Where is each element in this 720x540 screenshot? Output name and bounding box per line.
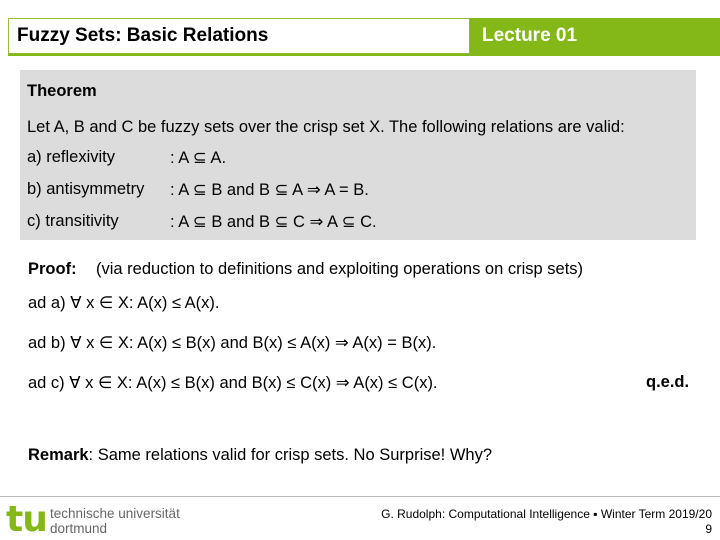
- theorem-item-c-relation: : A ⊆ B and B ⊆ C ⇒ A ⊆ C.: [170, 213, 377, 231]
- header-divider: [8, 54, 720, 56]
- theorem-item-b-relation: : A ⊆ B and B ⊆ A ⇒ A = B.: [170, 181, 369, 199]
- university-logo: [0, 500, 200, 540]
- remark-text: : Same relations valid for crisp sets. No Surprise! Why?: [88, 446, 493, 464]
- qed-mark: q.e.d.: [646, 373, 690, 391]
- footer-credit: G. Rudolph: Computational Intelligence ▪ Winter Term 2019/20: [381, 507, 712, 521]
- proof-line-c: ad c) ∀ x ∈ X: A(x) ≤ B(x) and B(x) ≤ C(x) ⇒ A(x) ≤ C(x).: [28, 374, 438, 392]
- theorem-item-a-label: a) reflexivity: [27, 148, 116, 166]
- remark-label: Remark: [28, 446, 89, 464]
- remark: [28, 446, 492, 465]
- footer-info: [381, 507, 712, 537]
- theorem-box: [20, 70, 696, 240]
- theorem-item-c-label: c) transitivity: [27, 212, 119, 230]
- proof-label: Proof:: [28, 260, 77, 278]
- proof-line-b: ad b) ∀ x ∈ X: A(x) ≤ B(x) and B(x) ≤ A(x) ⇒ A(x) = B(x).: [28, 334, 437, 352]
- theorem-item-b-label: b) antisymmetry: [27, 180, 145, 198]
- lecture-label: Lecture 01: [482, 25, 578, 46]
- theorem-statement: Let A, B and C be fuzzy sets over the crisp set X. The following relations are valid:: [27, 118, 625, 136]
- tu-logo-mark: tu: [6, 499, 47, 540]
- theorem-heading: Theorem: [27, 82, 97, 100]
- footer-divider: [0, 496, 720, 497]
- logo-wordmark: [50, 506, 180, 536]
- theorem-item-a-relation: : A ⊆ A.: [170, 149, 227, 167]
- slide-title-text: Fuzzy Sets: Basic Relations: [17, 25, 269, 46]
- logo-line-1: technische universität: [50, 506, 180, 521]
- slide-title: [8, 18, 470, 54]
- proof-line-a: ad a) ∀ x ∈ X: A(x) ≤ A(x).: [28, 294, 220, 312]
- logo-line-2: dortmund: [50, 521, 108, 536]
- proof-note: (via reduction to definitions and exploiting operations on crisp sets): [96, 260, 584, 278]
- page-number: 9: [705, 522, 712, 536]
- lecture-badge: [470, 18, 720, 54]
